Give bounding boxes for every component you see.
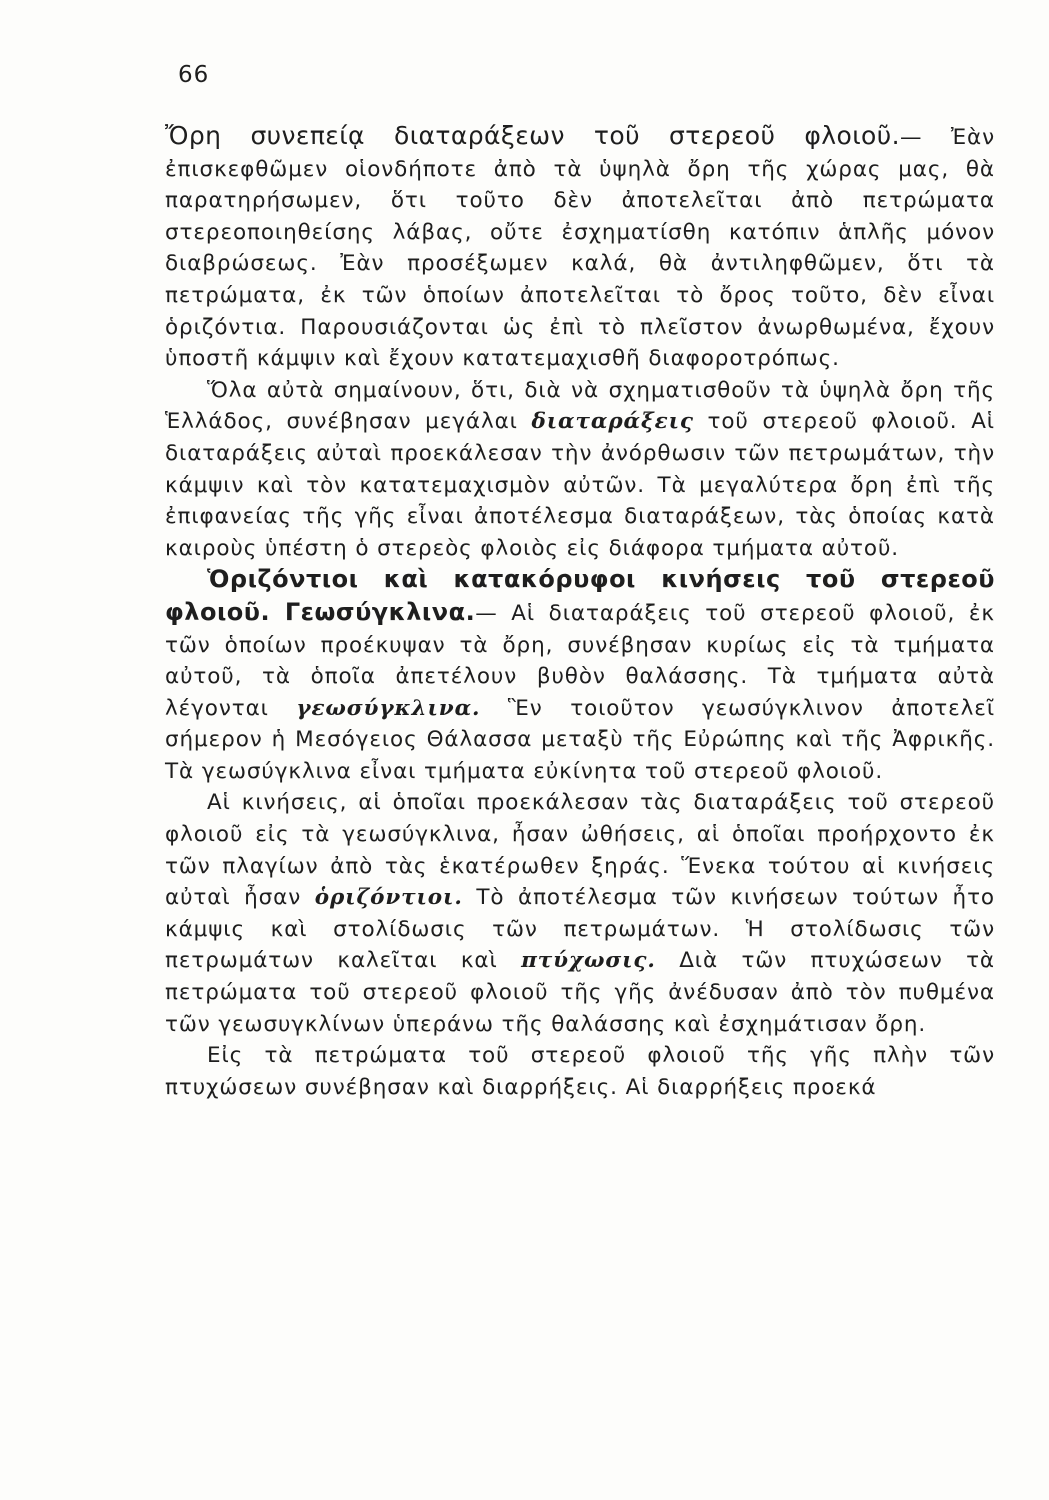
key-term: διαταράξεις <box>531 409 694 435</box>
paragraph-text: Ἓν τοιοῦτον γεωσύγκλινον ἀποτελεῖ σήμερον ἡ Μεσόγειος Θάλασσα μεταξὺ τῆς Εὐρώπης καὶ τῆς Ἀφρικῆς. Τὰ γεωσύγκλινα εἶναι τμήματα εὐκίνητα τοῦ στερεοῦ φλοιοῦ. <box>165 695 995 784</box>
paragraph <box>165 1040 995 1103</box>
body-text <box>165 120 995 1103</box>
paragraph <box>165 787 995 1040</box>
section-heading: Ὁριζόντιοι καὶ κατακόρυφοι κινήσεις τοῦ στερεοῦ φλοιοῦ. Γεωσύγκλινα. <box>165 565 995 626</box>
paragraph-text: Αἱ διαταράξεις τοῦ στερεοῦ φλοιοῦ, ἐκ τῶν ὁποίων προέκυψαν τὰ ὄρη, συνέβησαν κυρίως εἰς τὰ τμήματα αὐτοῦ, τὰ ὁποῖα ἀπετέλουν βυθὸν θαλάσσης. Τὰ τμήματα αὐτὰ λέγονται <box>165 600 995 721</box>
page-number: 66 <box>178 62 210 88</box>
paragraph-text: Ὅλα αὐτὰ σημαίνουν, ὅτι, διὰ νὰ σχηματισθοῦν τὰ ὑψηλὰ ὄρη τῆς Ἑλλάδος, συνέβησαν μεγάλαι <box>165 377 995 435</box>
paragraph-text: Τὸ ἀποτέλεσμα τῶν κινήσεων τούτων ἦτο κάμψις καὶ στολίδωσις τῶν πετρωμάτων. Ἡ στολίδωσις τῶν πετρωμάτων καλεῖται καὶ <box>165 885 995 974</box>
paragraph-text: Αἱ κινήσεις, αἱ ὁποῖαι προεκάλεσαν τὰς διαταράξεις τοῦ στερεοῦ φλοιοῦ εἰς τὰ γεωσύγκλινα, ἦσαν ὠθήσεις, αἱ ὁποῖαι προήρχοντο ἐκ τῶν πλαγίων ἀπὸ τὰς ἑκατέρωθεν ξηράς. Ἕνεκα τούτου αἱ κινήσεις αὐταὶ ἦσαν <box>165 790 995 911</box>
key-term: γεωσύγκλινα. <box>296 695 481 721</box>
section-heading: Ὄρη συνεπείᾳ διαταράξεων τοῦ στερεοῦ φλοιοῦ. <box>165 121 900 150</box>
paragraph <box>165 120 995 375</box>
paragraph <box>165 375 995 565</box>
key-term: ὁριζόντιοι. <box>314 885 463 911</box>
key-term: πτύχωσις. <box>521 948 656 974</box>
heading-dash: — <box>899 125 923 150</box>
paragraph-text: Ἐὰν ἐπισκεφθῶμεν οἱονδήποτε ἀπὸ τὰ ὑψηλὰ ὄρη τῆς χώρας μας, θὰ παρατηρήσωμεν, ὅτι τοῦτο δὲν ἀποτελεῖται ἀπὸ πετρώματα στερεοποιηθείσης λάβας, οὔτε ἐσχηματίσθη κατόπιν ἁπλῆς μόνον διαβρώσεως. Ἐὰν προσέξωμεν καλά, θὰ ἀντιληφθῶμεν, ὅτι τὰ πετρώματα, ἐκ τῶν ὁποίων ἀποτελεῖται τὸ ὄρος τοῦτο, δὲν εἶναι ὁριζόντια. Παρουσιάζονται ὡς ἐπὶ τὸ πλεῖστον ἀνωρθωμένα, ἔχουν ὑποστῆ κάμψιν καὶ ἔχουν κατατεμαχισθῆ διαφοροτρόπως. <box>165 125 995 372</box>
paragraph-text: τοῦ στερεοῦ φλοιοῦ. Αἱ διαταράξεις αὐταὶ προεκάλεσαν τὴν ἀνόρθωσιν τῶν πετρωμάτων, τὴν κάμψιν καὶ τὸν κατατεμαχισμὸν αὐτῶν. Τὰ μεγαλύτερα ὄρη ἐπὶ τῆς ἐπιφανείας τῆς γῆς εἶναι ἀποτέλεσμα διαταράξεων, τὰς ὁποίας κατὰ καιροὺς ὑπέστη ὁ στερεὸς φλοιὸς εἰς διάφορα τμήματα αὐτοῦ. <box>165 409 995 561</box>
paragraph-text: Διὰ τῶν πτυχώσεων τὰ πετρώματα τοῦ στερεοῦ φλοιοῦ τῆς γῆς ἀνέδυσαν ἀπὸ τὸν πυθμένα τῶν γεωσυγκλίνων ὑπεράνω τῆς θαλάσσης καὶ ἐσχημάτισαν ὄρη. <box>165 948 996 1037</box>
paragraph-text: Εἰς τὰ πετρώματα τοῦ στερεοῦ φλοιοῦ τῆς γῆς πλὴν τῶν πτυχώσεων συνέβησαν καὶ διαρρήξεις. Αἱ διαρρήξεις προεκά <box>165 1043 995 1100</box>
paragraph <box>165 564 995 787</box>
heading-dash: — <box>475 600 498 626</box>
